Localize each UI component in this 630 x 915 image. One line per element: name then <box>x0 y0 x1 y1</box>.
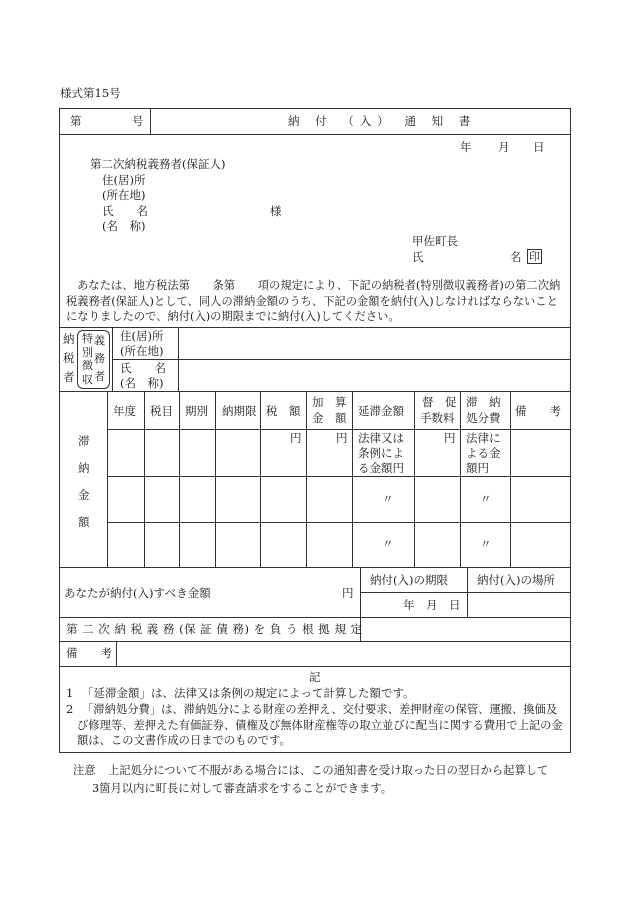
rule-col-late <box>414 391 415 567</box>
col-header-fee-1: 督 促 <box>422 395 457 409</box>
addressee-location-label: (所在地) <box>102 188 146 202</box>
date-month: 月 <box>498 140 510 154</box>
col-header-amount: 税 額 <box>266 404 301 418</box>
rule-arrears <box>60 567 570 568</box>
ditto-late-row3: 〃 <box>382 537 394 551</box>
rule-col-tax <box>179 391 180 567</box>
payment-place-label: 納付(入)の場所 <box>477 573 555 587</box>
rule-col-period <box>215 391 216 567</box>
disposal-note-3: 額円 <box>466 461 489 475</box>
col-header-year: 年度 <box>113 404 136 418</box>
col-header-surcharge-1: 加 算 <box>312 395 347 409</box>
addressee-address-label: 住(居)所 <box>102 173 146 187</box>
arrears-side-3: 金 <box>78 488 90 502</box>
unit-yen-fee: 円 <box>444 431 456 445</box>
addressee-name-alt: (名 称) <box>102 219 146 233</box>
late-fee-note-1: 法律又は <box>358 431 404 445</box>
taxpayer-sub-2: 義務者 <box>94 334 105 383</box>
form-number: 様式第15号 <box>60 86 121 100</box>
rule-taxpayer-field <box>178 327 179 391</box>
late-fee-note-3: る金額円 <box>358 461 404 475</box>
note-1-text: 「延滞金額」は、法律又は条例の規定によって計算した額です。 <box>82 686 415 700</box>
disposal-note-2: よる金 <box>466 446 501 460</box>
rule-arrears-header <box>107 429 570 430</box>
payment-deadline-date: 年 月 日 <box>403 598 461 612</box>
col-header-late: 延滞金額 <box>358 404 404 418</box>
late-fee-note-2: 条例によ <box>358 446 404 460</box>
rule-arrears-side <box>107 391 108 567</box>
taxpayer-sub-1: 特別徴収 <box>82 332 93 386</box>
taxpayer-address-label: 住(居)所 <box>120 329 164 343</box>
rule-payment-amount <box>360 567 361 617</box>
intro-paragraph: あなたは、地方税法第 条第 項の規定により、下記の納税者(特別徴収義務者)の第二次納税義務者(保証人)として、同人の滞納金額のうち、下記の金額を納付(入)しなければならないことになりましたので、納付(入)の期限までに納付(入)してください。 <box>66 279 561 323</box>
unit-yen-surcharge: 円 <box>336 431 348 445</box>
col-header-tax: 税目 <box>150 404 173 418</box>
rule-taxpayer-mid <box>112 359 570 360</box>
rule-col-disposal <box>510 391 511 567</box>
col-header-period: 期別 <box>185 404 208 418</box>
rule-arrears-row2 <box>107 522 570 523</box>
rule-payment-deadline <box>467 567 468 617</box>
taxpayer-name-sub: (名 称) <box>120 376 164 390</box>
seal-mark <box>527 249 542 264</box>
rule-col-year <box>144 391 145 567</box>
ditto-late-row2: 〃 <box>382 492 394 506</box>
note-2-number: 2 <box>66 702 74 716</box>
disposal-note-1: 法律に <box>466 431 501 445</box>
ditto-disposal-row2: 〃 <box>480 492 492 506</box>
remarks-label: 備 考 <box>66 646 112 660</box>
basis-label: 第 二 次 納 税 義 務 (保 証 債 務) を 負 う 根 拠 規 定 <box>66 622 363 636</box>
rule-taxpayer-label <box>112 327 113 391</box>
rule-col-fee <box>460 391 461 567</box>
notice-form <box>59 108 571 753</box>
note-1-number: 1 <box>66 686 74 700</box>
unit-yen-amount: 円 <box>290 431 302 445</box>
addressee-honorific: 様 <box>270 204 282 218</box>
rule-payment <box>60 617 570 618</box>
rule-remarks-field <box>116 641 117 666</box>
rule-number-divider <box>150 109 151 134</box>
seal-text: 印 <box>529 250 540 263</box>
col-header-remarks: 備 考 <box>515 404 561 418</box>
payment-amount-unit: 円 <box>342 586 354 600</box>
rule-taxpayer <box>60 391 570 392</box>
arrears-side-2: 納 <box>78 461 90 475</box>
note-2-text: 「滞納処分費」は、滞納処分による財産の差押え、交付要求、差押財産の保管、運搬、換価及び修理等、差押えた有価証券、債権及び無体財産権等の取立並びに配当に関する費用で上記の金額は、この文書作成の日までのものです。 <box>77 703 563 747</box>
caution-line-1: 上記処分について不服がある場合には、この通知書を受け取った日の翌日から起算して <box>108 764 549 777</box>
rule-basis <box>60 641 570 642</box>
notes-heading: 記 <box>309 670 321 684</box>
issuer-name-label-1: 氏 <box>412 250 424 264</box>
col-header-disposal-2: 処分費 <box>466 411 501 425</box>
taxpayer-side-2: 税 <box>63 351 75 365</box>
number-label-1: 第 <box>70 114 82 128</box>
taxpayer-side-1: 納 <box>63 332 75 346</box>
issuer-name-label-2: 名 <box>510 250 522 264</box>
date-year: 年 <box>460 140 472 154</box>
payment-amount-label: あなたが納付(入)すべき金額 <box>64 586 211 600</box>
rule-payment-mid <box>360 592 570 593</box>
issuer-title: 甲佐町長 <box>412 234 458 248</box>
col-header-surcharge-2: 金 額 <box>312 411 347 425</box>
rule-col-due <box>260 391 261 567</box>
col-header-due: 納期限 <box>222 404 257 418</box>
rule-remarks <box>60 666 570 667</box>
ditto-disposal-row3: 〃 <box>480 537 492 551</box>
taxpayer-name-label: 氏 名 <box>120 361 166 375</box>
col-header-fee-2: 手数料 <box>420 411 455 425</box>
col-header-disposal-1: 滞 納 <box>466 395 501 409</box>
rule-col-surcharge <box>352 391 353 567</box>
document-title: 納 付 （入） 通 知 書 <box>288 114 477 128</box>
arrears-side-1: 滞 <box>78 434 90 448</box>
payment-deadline-label: 納付(入)の期限 <box>370 573 448 587</box>
taxpayer-address-sub: (所在地) <box>120 344 164 358</box>
rule-col-amount <box>306 391 307 567</box>
addressee-name-label: 氏 名 <box>102 204 148 218</box>
rule-header <box>60 134 570 135</box>
taxpayer-side-3: 者 <box>63 370 75 384</box>
rule-intro <box>60 327 570 328</box>
rule-arrears-row1 <box>107 476 570 477</box>
date-day: 日 <box>533 140 545 154</box>
caution-line-2: 3箇月以内に町長に対して審査請求をすることができます。 <box>92 782 393 795</box>
arrears-side-4: 額 <box>78 515 90 529</box>
addressee-role: 第二次納税義務者(保証人) <box>90 157 226 171</box>
number-label-2: 号 <box>132 114 144 128</box>
caution-label: 注意 <box>73 764 96 777</box>
